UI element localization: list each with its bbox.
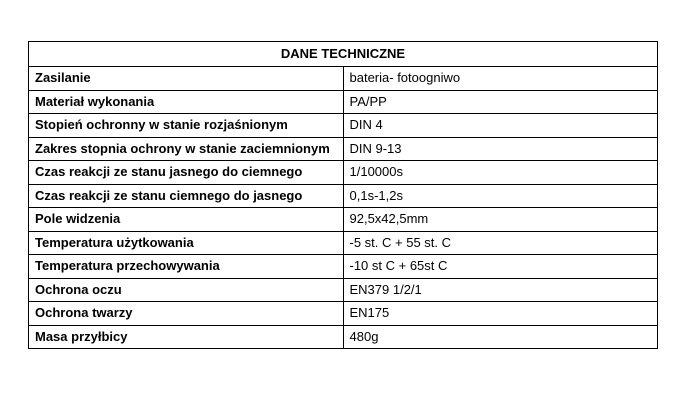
row-value: EN175 <box>343 302 658 326</box>
row-label: Zakres stopnia ochrony w stanie zaciemnionym <box>29 137 344 161</box>
row-value: EN379 1/2/1 <box>343 278 658 302</box>
table-row <box>29 278 658 302</box>
row-value: -10 st C + 65st C <box>343 255 658 279</box>
table-row <box>29 302 658 326</box>
row-value: 92,5x42,5mm <box>343 208 658 232</box>
table-row <box>29 137 658 161</box>
row-label: Pole widzenia <box>29 208 344 232</box>
row-value: 1/10000s <box>343 161 658 185</box>
table-row <box>29 161 658 185</box>
row-label: Masa przyłbicy <box>29 325 344 349</box>
table-row <box>29 184 658 208</box>
row-label: Zasilanie <box>29 67 344 91</box>
row-label: Czas reakcji ze stanu ciemnego do jasnego <box>29 184 344 208</box>
spec-table <box>28 41 658 349</box>
row-label: Ochrona twarzy <box>29 302 344 326</box>
table-row <box>29 255 658 279</box>
row-label: Temperatura użytkowania <box>29 231 344 255</box>
table-row <box>29 231 658 255</box>
table-row <box>29 325 658 349</box>
row-value: bateria- fotoogniwo <box>343 67 658 91</box>
row-value: DIN 9-13 <box>343 137 658 161</box>
row-label: Czas reakcji ze stanu jasnego do ciemnego <box>29 161 344 185</box>
row-label: Materiał wykonania <box>29 90 344 114</box>
table-row <box>29 208 658 232</box>
table-row <box>29 67 658 91</box>
table-row <box>29 90 658 114</box>
table-row <box>29 114 658 138</box>
row-label: Stopień ochronny w stanie rozjaśnionym <box>29 114 344 138</box>
row-label: Ochrona oczu <box>29 278 344 302</box>
row-value: 0,1s-1,2s <box>343 184 658 208</box>
table-title: DANE TECHNICZNE <box>29 42 658 67</box>
row-label: Temperatura przechowywania <box>29 255 344 279</box>
row-value: 480g <box>343 325 658 349</box>
row-value: DIN 4 <box>343 114 658 138</box>
row-value: -5 st. C + 55 st. C <box>343 231 658 255</box>
table-header-row <box>29 42 658 67</box>
row-value: PA/PP <box>343 90 658 114</box>
